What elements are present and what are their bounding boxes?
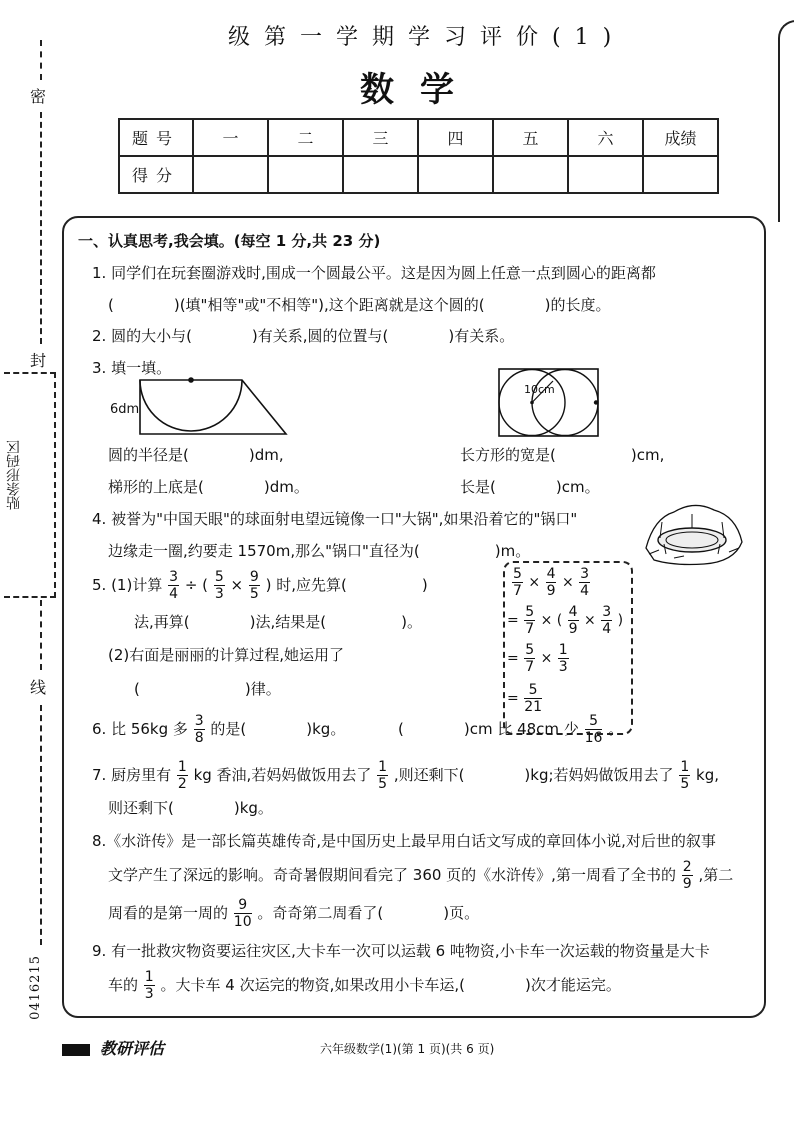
footer-brand: 教研评估: [100, 1039, 165, 1058]
q3-dim-label: 6dm: [110, 402, 140, 417]
score-row-label-score: 得分: [119, 156, 193, 193]
binding-dashed-line-lower: [40, 600, 42, 670]
q3-answer-radius: 圆的半径是( )dm,: [108, 446, 284, 464]
q9-line2: 车的 $\frac{1}{3}$ 。大卡车 4 次运完的物资,如果改用小卡车运,( )次才能运完。: [108, 969, 621, 1002]
q5-part2-line2: ( )律。: [134, 680, 281, 698]
fraction-3-4: $\frac{3}{4}$: [169, 569, 179, 602]
fraction-5-3: $\frac{5}{3}$: [214, 569, 224, 602]
barcode-area-label: 贴条形码区: [6, 440, 22, 510]
q3-answer-rect-width: 长方形的宽是( )cm,: [460, 446, 665, 464]
q5-part2-line1: (2)右面是丽丽的计算过程,她运用了: [108, 646, 345, 664]
right-binding-curve: [778, 20, 794, 222]
binding-char-feng: 封: [30, 351, 47, 370]
score-col-3: 三: [343, 119, 418, 156]
q2-line: 2. 圆的大小与( )有关系,圆的位置与( )有关系。: [92, 327, 515, 345]
score-cell[interactable]: [568, 156, 643, 193]
q1-line2: ( )(填"相等"或"不相等"),这个距离就是这个圆的( )的长度。: [108, 296, 611, 314]
q5-part1-prefix: 5. (1)计算: [92, 576, 163, 594]
exam-title: 数学: [360, 70, 480, 110]
binding-dashed-line-top: [40, 40, 42, 80]
q5-part1-suffix: 时,应先算( ): [276, 576, 428, 594]
rectangle-circles-figure: [498, 368, 600, 438]
calc-step-3: = $\frac{5}{7}$ × $\frac{1}{3}$: [507, 642, 568, 675]
q8-line3: 周看的是第一周的 $\frac{9}{10}$ 。奇奇第二周看了( )页。: [108, 897, 480, 930]
q7-line1: 7. 厨房里有 $\frac{1}{2}$ kg 香油,若妈妈做饭用去了 $\frac{1}{5}$ ,则还剩下( )kg;若妈妈做饭用去了 $\frac{1}{5}$ kg,: [92, 759, 720, 792]
score-table-header-row: [119, 119, 718, 156]
fraction-2-9: $\frac{2}{9}$: [682, 859, 692, 892]
section-heading: 一、认真思考,我会填。(每空 1 分,共 23 分): [78, 232, 381, 250]
q6-part-b: ( )cm 比 48cm 少 $\frac{5}{16}$ 。: [398, 713, 624, 746]
score-cell[interactable]: [193, 156, 268, 193]
score-table: [118, 118, 719, 194]
fraction-9-5: $\frac{9}{5}$: [249, 569, 259, 602]
fraction-1-2: $\frac{1}{2}$: [177, 759, 187, 792]
score-cell[interactable]: [493, 156, 568, 193]
binding-dashed-line-upper: [40, 112, 42, 344]
score-table-score-row: [119, 156, 718, 193]
binding-char-xian: 线: [30, 678, 47, 697]
fraction-1-5: $\frac{1}{5}$: [680, 759, 690, 792]
score-cell[interactable]: [268, 156, 343, 193]
binding-dashed-line-bottom: [40, 705, 42, 945]
q1-line1: 1. 同学们在玩套圈游戏时,围成一个圆最公平。这是因为圆上任意一点到圆心的距离都: [92, 264, 656, 282]
score-cell[interactable]: [643, 156, 718, 193]
q3-heading: 3. 填一填。: [92, 359, 172, 377]
q5-part1-line2: 法,再算( )法,结果是( )。: [134, 613, 422, 631]
q5-part1-line1: [92, 570, 428, 601]
score-col-total: 成绩: [643, 119, 718, 156]
calculation-process-box: [503, 561, 633, 735]
fraction-3-8: $\frac{3}{8}$: [194, 713, 204, 746]
footer-black-mark: [62, 1044, 90, 1056]
q8-line1: 8.《水浒传》是一部长篇英雄传奇,是中国历史上最早用白话文写成的章回体小说,对后世的叙事: [92, 832, 716, 850]
footer-page-info: 六年级数学(1)(第 1 页)(共 6 页): [320, 1042, 495, 1056]
q7-line2: 则还剩下( )kg。: [108, 799, 273, 817]
q3-circle-label: 10cm: [524, 383, 555, 396]
calc-step-2: = $\frac{5}{7}$ × ( $\frac{4}{9}$ × $\frac{3}{4}$ ): [507, 604, 624, 637]
binding-char-mi: 密: [30, 87, 47, 106]
q8-line2: 文学产生了深远的影响。奇奇暑假期间看完了 360 页的《水浒传》,第一周看了全书的 $\frac{2}{9}$ ,第二: [108, 859, 734, 892]
serial-number: 0416215: [28, 955, 43, 1020]
score-col-1: 一: [193, 119, 268, 156]
q3-answer-rect-length: 长是( )cm。: [460, 478, 600, 496]
right-paren: ): [265, 576, 272, 594]
q6-part-a: 6. 比 56kg 多 $\frac{3}{8}$ 的是( )kg。: [92, 713, 346, 746]
divide-sign: ÷: [184, 576, 198, 594]
fraction-9-10: $\frac{9}{10}$: [233, 897, 252, 930]
q4-line1: 4. 被誉为"中国天眼"的球面射电望远镜像一口"大锅",如果沿着它的"锅口": [92, 510, 578, 528]
score-row-label-question: 题号: [119, 119, 193, 156]
fraction-1-3: $\frac{1}{3}$: [144, 969, 154, 1002]
times-sign: ×: [230, 576, 244, 594]
score-col-5: 五: [493, 119, 568, 156]
exam-subtitle: 级第一学期学习评价(1): [228, 25, 626, 50]
fast-telescope-illustration: [644, 498, 744, 570]
q3-answer-top-base: 梯形的上底是( )dm。: [108, 478, 309, 496]
calc-step-1: $\frac{5}{7}$ × $\frac{4}{9}$ × $\frac{3}{4}$: [513, 566, 590, 599]
calc-step-4: = $\frac{5}{21}$: [507, 682, 543, 715]
trapezoid-figure: [138, 376, 290, 438]
q9-line1: 9. 有一批救灾物资要运往灾区,大卡车一次可以运载 6 吨物资,小卡车一次运载的物资量是大卡: [92, 942, 710, 960]
fraction-5-16: $\frac{5}{16}$: [584, 713, 603, 746]
score-col-6: 六: [568, 119, 643, 156]
q4-line2: 边缘走一圈,约要走 1570m,那么"锅口"直径为( )m。: [108, 542, 531, 560]
left-paren: (: [202, 576, 209, 594]
score-col-2: 二: [268, 119, 343, 156]
score-cell[interactable]: [343, 156, 418, 193]
fraction-1-5: $\frac{1}{5}$: [378, 759, 388, 792]
score-cell[interactable]: [418, 156, 493, 193]
score-col-4: 四: [418, 119, 493, 156]
